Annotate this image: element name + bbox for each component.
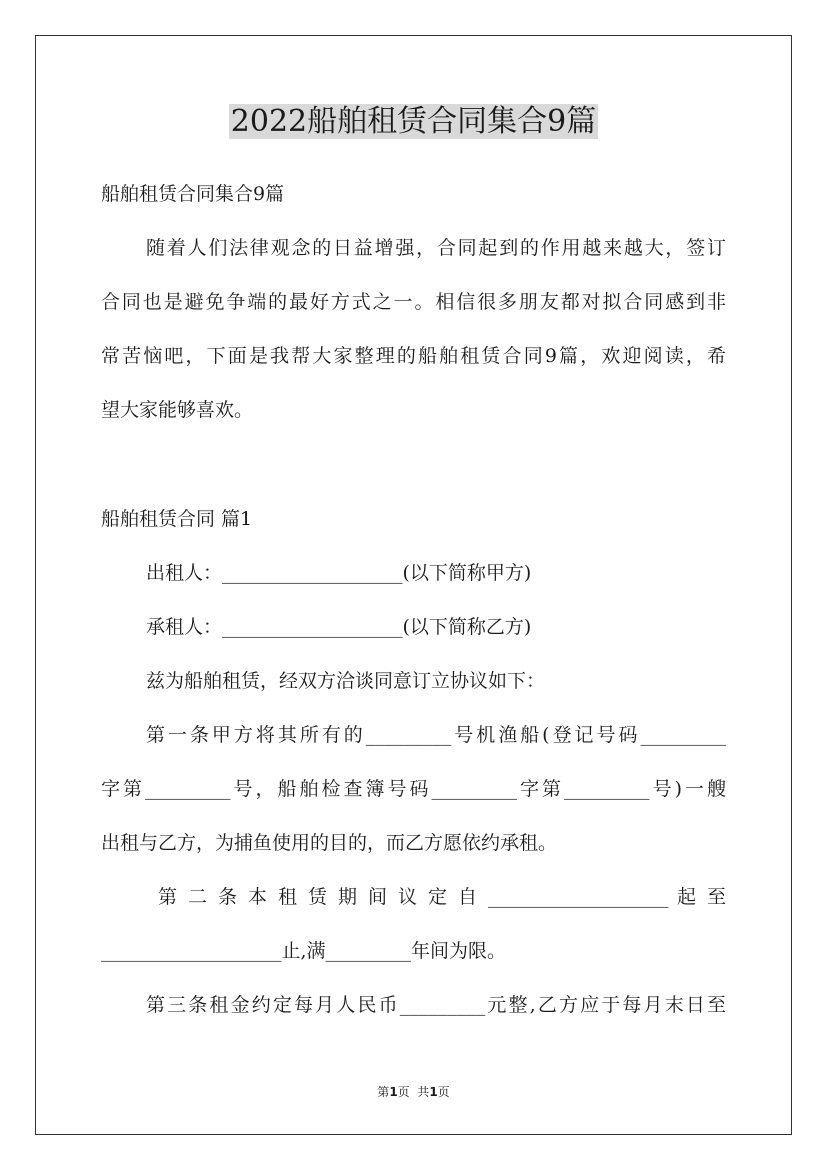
agreement-intro-line: 兹为船舶租赁，经双方洽谈同意订立协议如下： xyxy=(146,670,546,692)
section-heading: 船舶租赁合同 篇1 xyxy=(101,508,253,530)
footer-prefix: 第 xyxy=(377,1085,390,1099)
article-2-line: 第 二 条 本 租 赁 期 间 议 定 自 ___________________ 起 至 xyxy=(158,886,726,908)
article-2-line: ___________________止,满_________年间为限。 xyxy=(101,940,507,962)
footer-mid: 页 共 xyxy=(397,1085,430,1099)
intro-paragraph-line: 常苦恼吧，下面是我帮大家整理的船舶租赁合同9篇，欢迎阅读，希 xyxy=(101,345,726,367)
article-1-line: 字第_________号，船舶检查簿号码_________字第_________号)一艘 xyxy=(101,778,726,800)
article-1-line: 第一条甲方将其所有的_________号机渔船(登记号码_________ xyxy=(146,724,726,746)
footer-suffix: 页 xyxy=(437,1085,450,1099)
document-subtitle: 船舶租赁合同集合9篇 xyxy=(101,183,285,205)
document-title xyxy=(0,100,827,144)
intro-paragraph-line: 望大家能够喜欢。 xyxy=(101,399,254,421)
lessor-line: 出租人：___________________(以下简称甲方) xyxy=(146,562,532,584)
intro-paragraph-line: 合同也是避免争端的最好方式之一。相信很多朋友都对拟合同感到非 xyxy=(101,291,726,313)
footer-page-number: 1 xyxy=(389,1085,398,1099)
footer-total-pages: 1 xyxy=(429,1085,438,1099)
article-1-line: 出租与乙方，为捕鱼使用的目的，而乙方愿依约承租。 xyxy=(101,832,558,854)
document-title-text: 2022船舶租赁合同集合9篇 xyxy=(230,104,597,139)
lessee-line: 承租人：___________________(以下简称乙方) xyxy=(146,616,532,638)
intro-paragraph-line: 随着人们法律观念的日益增强，合同起到的作用越来越大，签订 xyxy=(146,237,726,259)
page-footer xyxy=(0,1083,827,1101)
article-3-line: 第三条租金约定每月人民币_________元整,乙方应于每月末日至 xyxy=(146,994,726,1016)
